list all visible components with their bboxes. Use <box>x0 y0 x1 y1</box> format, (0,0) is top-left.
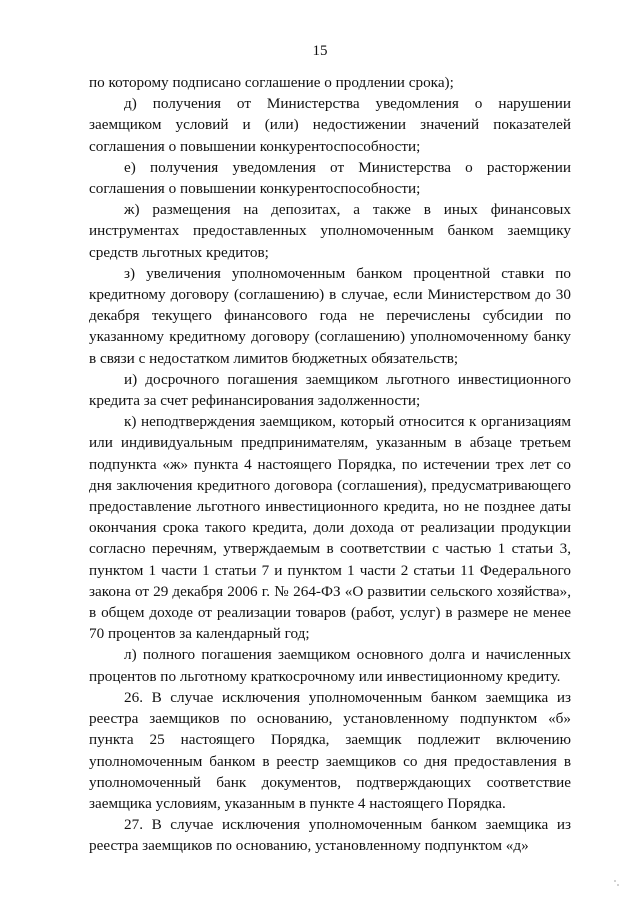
scan-speck <box>614 880 616 882</box>
paragraph: 27. В случае исключения уполномоченным банком заемщика из реестра заемщиков по основанию, установленному подпунктом «д» <box>89 816 571 855</box>
page-number: 15 <box>312 43 328 59</box>
paragraph: е) получения уведомления от Министерства о расторжении соглашения о повышении конкурентоспособности; <box>89 158 571 198</box>
paragraph: по которому подписано соглашение о продлении срока); <box>89 74 454 91</box>
paragraph: л) полного погашения заемщиком основного долга и начисленных процентов по льготному краткосрочному или инвестиционному кредиту. <box>89 646 571 685</box>
body-text <box>89 72 571 857</box>
paragraph: ж) размещения на депозитах, а также в иных финансовых инструментах предоставленных уполномоченным банком заемщику средств льготных кредитов; <box>89 201 571 261</box>
paragraph: 26. В случае исключения уполномоченным банком заемщика из реестра заемщиков по основанию, установленному подпунктом «б» пункта 25 настоящего Порядка, заемщик подлежит включению уполномоченным банком в реестр заемщиков со дня предоставления в уполномоченный банк документов, подтверждающих соответствие заемщика условиям, указанным в пункте 4 настоящего Порядка. <box>89 688 571 812</box>
paragraph: д) получения от Министерства уведомления о нарушении заемщиком условий и (или) недостижении значений показателей соглашения о повышении конкурентоспособности; <box>89 95 571 155</box>
paragraph: з) увеличения уполномоченным банком процентной ставки по кредитному договору (соглашению) в случае, если Министерством до 30 декабря текущего финансового года не перечислены субсидии по указанному кредитному договору (соглашению) уполномоченному банку в связи с недостатком лимитов бюджетных обязательств; <box>89 264 571 367</box>
paragraph: и) досрочного погашения заемщиком льготного инвестиционного кредита за счет рефинансирования задолженности; <box>89 370 571 410</box>
scan-speck <box>617 884 619 886</box>
paragraph: к) неподтверждения заемщиком, который относится к организациям или индивидуальным предпринимателям, указанным в абзаце третьем подпункта «ж» пункта 4 настоящего Порядка, по истечении трех лет со дня заключения кредитного договора (соглашения), предусматривающего предоставление льготного инвестиционного кредита, но не позднее даты окончания срока такого кредита, доли дохода от реализации продукции согласно перечням, утверждаемым в соответствии с частью 1 статьи 3, пунктом 1 части 1 статьи 7 и пунктом 1 части 2 статьи 11 Федерального закона от 29 декабря 2006 г. № 264-ФЗ «О развитии сельского хозяйства», в общем доходе от реализации товаров (работ, услуг) в размере не менее 70 процентов за календарный год; <box>89 413 571 643</box>
